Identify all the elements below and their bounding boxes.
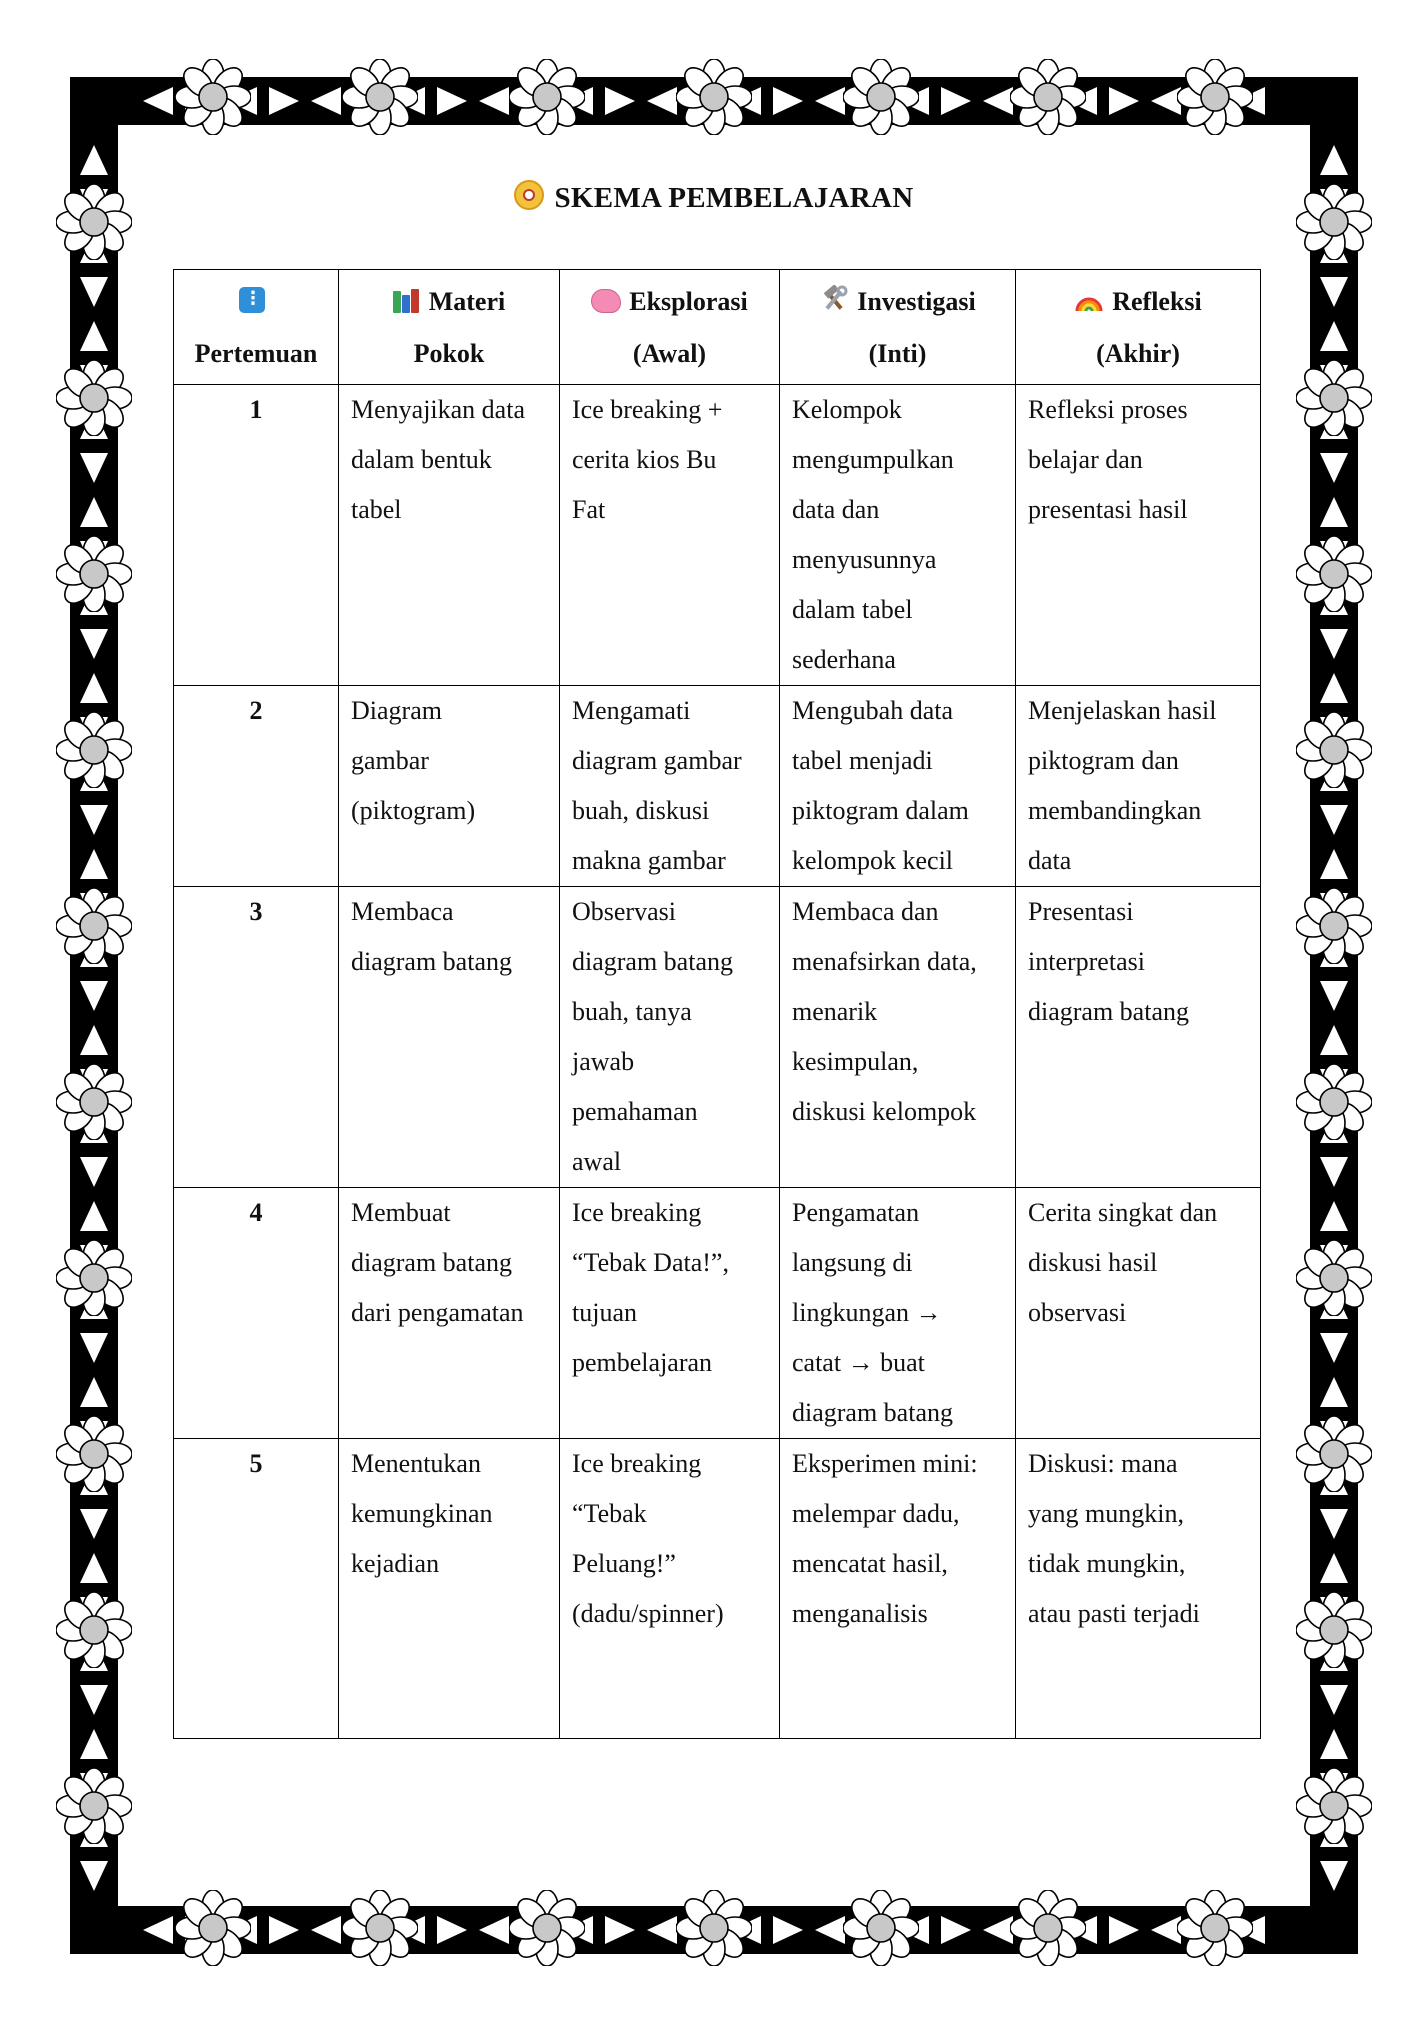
cell-text-line: Ice breaking [572, 1449, 702, 1478]
cell-text-line: presentasi hasil [1028, 495, 1188, 524]
cell-text-line: diagram batang [1028, 997, 1189, 1026]
border-band [70, 77, 118, 1954]
triangle-ornament [479, 1916, 509, 1944]
cell-investigasi [780, 1439, 1016, 1739]
header-investigasi [780, 270, 1016, 385]
triangle-ornament [1320, 849, 1348, 879]
header-eksplorasi [560, 270, 780, 385]
triangle-ornament [815, 1916, 845, 1944]
border-band [1310, 77, 1358, 1954]
triangle-ornament [80, 1553, 108, 1583]
flower-ornament [1296, 1592, 1372, 1668]
cell-text-line: diagram batang [351, 947, 512, 976]
flower-ornament [843, 1890, 919, 1966]
flower-ornament [1296, 1240, 1372, 1316]
flower-ornament [509, 1890, 585, 1966]
cell-text-line: catat → buat [792, 1348, 925, 1377]
flower-ornament [175, 1890, 251, 1966]
triangle-ornament [80, 673, 108, 703]
cell-eksplorasi [560, 1439, 780, 1739]
cell-text-line: kelompok kecil [792, 846, 954, 875]
triangle-ornament [80, 1861, 108, 1891]
cell-text-line: Kelompok [792, 395, 902, 424]
cell-text-line: “Tebak Data!”, [572, 1248, 729, 1277]
triangle-ornament [1320, 1729, 1348, 1759]
triangle-ornament [1320, 1157, 1348, 1187]
cell-text-line: melempar dadu, [792, 1499, 960, 1528]
flower-ornament [1296, 536, 1372, 612]
cell-pertemuan: 2 [174, 686, 339, 887]
page-title-text: SKEMA PEMBELAJARAN [554, 182, 914, 214]
numbers-keypad-icon [239, 287, 265, 313]
cell-eksplorasi [560, 686, 780, 887]
flower-ornament [509, 59, 585, 135]
header-materi [339, 270, 560, 385]
cell-text-line: Membaca [351, 897, 454, 926]
flower-ornament [1296, 888, 1372, 964]
triangle-ornament [1320, 1025, 1348, 1055]
cell-text-line: tujuan [572, 1298, 637, 1327]
triangle-ornament [1320, 277, 1348, 307]
table-body [174, 385, 1261, 1739]
cell-investigasi [780, 385, 1016, 686]
flower-ornament [56, 1240, 132, 1316]
cell-text-line: “Tebak [572, 1499, 647, 1528]
cell-text-line: pemahaman [572, 1097, 698, 1126]
flower-ornament [1296, 1416, 1372, 1492]
triangle-ornament [80, 145, 108, 175]
cell-text-line: lingkungan → [792, 1298, 942, 1327]
triangle-ornament [437, 1916, 467, 1944]
books-icon [393, 289, 421, 313]
cell-text-line: makna gambar [572, 846, 726, 875]
triangle-ornament [479, 87, 509, 115]
cell-text-line: jawab [572, 1047, 635, 1076]
triangle-ornament [437, 87, 467, 115]
triangle-ornament [1320, 1509, 1348, 1539]
cell-text-line: menarik [792, 997, 878, 1026]
header-label: (Inti) [868, 339, 927, 368]
cell-refleksi [1016, 1188, 1261, 1439]
cell-text-line: data [1028, 846, 1072, 875]
triangle-ornament [80, 629, 108, 659]
table-row [174, 887, 1261, 1188]
brain-icon [591, 289, 621, 313]
cell-text-line: kejadian [351, 1549, 440, 1578]
cell-pertemuan: 3 [174, 887, 339, 1188]
triangle-ornament [80, 321, 108, 351]
header-label: (Akhir) [1096, 339, 1180, 368]
cell-text-line: Ice breaking + [572, 395, 723, 424]
cell-text-line: atau pasti terjadi [1028, 1599, 1200, 1628]
cell-text-line: diagram batang [792, 1398, 953, 1427]
triangle-ornament [1109, 87, 1139, 115]
cell-pertemuan: 5 [174, 1439, 339, 1739]
triangle-ornament [80, 1201, 108, 1231]
flower-ornament [56, 360, 132, 436]
triangle-ornament [80, 1685, 108, 1715]
cell-text-line: Presentasi [1028, 897, 1134, 926]
triangle-ornament [80, 453, 108, 483]
flower-ornament [1296, 1768, 1372, 1844]
flower-ornament [676, 1890, 752, 1966]
flower-ornament [56, 1592, 132, 1668]
cell-text-line: Menyajikan data [351, 395, 525, 424]
triangle-ornament [941, 1916, 971, 1944]
cell-text-line: mengumpulkan [792, 445, 954, 474]
cell-investigasi [780, 887, 1016, 1188]
triangle-ornament [1320, 145, 1348, 175]
triangle-ornament [773, 87, 803, 115]
flower-ornament [56, 712, 132, 788]
flower-ornament [1296, 1064, 1372, 1140]
table-row [174, 686, 1261, 887]
triangle-ornament [983, 87, 1013, 115]
triangle-ornament [80, 805, 108, 835]
triangle-ornament [80, 497, 108, 527]
triangle-ornament [80, 1157, 108, 1187]
triangle-ornament [80, 1509, 108, 1539]
cell-text-line: dalam bentuk [351, 445, 492, 474]
cell-text-line: observasi [1028, 1298, 1127, 1327]
cell-text-line: dalam tabel [792, 595, 913, 624]
cell-text-line: pembelajaran [572, 1348, 713, 1377]
flower-ornament [175, 59, 251, 135]
triangle-ornament [1320, 1553, 1348, 1583]
triangle-ornament [1320, 1201, 1348, 1231]
cell-text-line: Membuat [351, 1198, 451, 1227]
cell-refleksi [1016, 686, 1261, 887]
triangle-ornament [1109, 1916, 1139, 1944]
cell-refleksi [1016, 385, 1261, 686]
cell-text-line: Membaca dan [792, 897, 939, 926]
triangle-ornament [1320, 453, 1348, 483]
flower-ornament [1010, 1890, 1086, 1966]
flower-ornament [56, 1768, 132, 1844]
cell-text-line: langsung di [792, 1248, 913, 1277]
triangle-ornament [605, 87, 635, 115]
cell-text-line: Mengubah data [792, 696, 954, 725]
cell-text-line: Peluang!” [572, 1549, 676, 1578]
cell-pertemuan: 4 [174, 1188, 339, 1439]
triangle-ornament [80, 1377, 108, 1407]
flower-ornament [676, 59, 752, 135]
cell-text-line: Pengamatan [792, 1198, 920, 1227]
triangle-ornament [311, 1916, 341, 1944]
cell-text-line: (piktogram) [351, 796, 476, 825]
cell-text-line: tabel menjadi [792, 746, 933, 775]
cell-text-line: Mengamati [572, 696, 691, 725]
table-row [174, 1188, 1261, 1439]
cell-text-line: diagram gambar [572, 746, 742, 775]
flower-ornament [342, 59, 418, 135]
triangle-ornament [1320, 805, 1348, 835]
triangle-ornament [815, 87, 845, 115]
cell-text-line: mencatat hasil, [792, 1549, 948, 1578]
page-title [0, 180, 1428, 215]
flower-ornament [1296, 360, 1372, 436]
triangle-ornament [80, 1333, 108, 1363]
cell-text-line: (dadu/spinner) [572, 1599, 724, 1628]
header-label: Pertemuan [194, 339, 318, 368]
triangle-ornament [1320, 1685, 1348, 1715]
triangle-ornament [311, 87, 341, 115]
header-refleksi [1016, 270, 1261, 385]
header-label: Materi [428, 287, 506, 316]
flower-ornament [56, 1064, 132, 1140]
cell-text-line: interpretasi [1028, 947, 1145, 976]
cell-refleksi [1016, 887, 1261, 1188]
compass-icon [514, 180, 544, 210]
cell-materi [339, 1188, 560, 1439]
flower-ornament [56, 888, 132, 964]
cell-materi [339, 887, 560, 1188]
cell-text-line: Observasi [572, 897, 676, 926]
triangle-ornament [80, 1025, 108, 1055]
table-row [174, 385, 1261, 686]
cell-eksplorasi [560, 1188, 780, 1439]
rainbow-icon [1074, 289, 1104, 313]
triangle-ornament [269, 87, 299, 115]
cell-text-line: tabel [351, 495, 402, 524]
cell-text-line: membandingkan [1028, 796, 1202, 825]
triangle-ornament [1320, 981, 1348, 1011]
cell-text-line: Ice breaking [572, 1198, 702, 1227]
triangle-ornament [143, 1916, 173, 1944]
header-label: Investigasi [857, 287, 976, 316]
cell-text-line: diskusi kelompok [792, 1097, 977, 1126]
cell-text-line: dari pengamatan [351, 1298, 524, 1327]
cell-investigasi [780, 1188, 1016, 1439]
flower-ornament [56, 1416, 132, 1492]
triangle-ornament [269, 1916, 299, 1944]
cell-text-line: menyusunnya [792, 545, 937, 574]
triangle-ornament [80, 981, 108, 1011]
triangle-ornament [773, 1916, 803, 1944]
flower-ornament [1177, 1890, 1253, 1966]
triangle-ornament [80, 277, 108, 307]
cell-text-line: Refleksi proses [1028, 395, 1188, 424]
cell-text-line: data dan [792, 495, 880, 524]
cell-text-line: awal [572, 1147, 622, 1176]
cell-pertemuan: 1 [174, 385, 339, 686]
cell-text-line: buah, diskusi [572, 796, 710, 825]
cell-text-line: tidak mungkin, [1028, 1549, 1186, 1578]
triangle-ornament [80, 1729, 108, 1759]
cell-text-line: diagram batang [351, 1248, 512, 1277]
triangle-ornament [1320, 321, 1348, 351]
triangle-ornament [1320, 1861, 1348, 1891]
cell-investigasi [780, 686, 1016, 887]
triangle-ornament [941, 87, 971, 115]
learning-scheme-table [173, 269, 1261, 1739]
cell-materi [339, 686, 560, 887]
cell-text-line: gambar [351, 746, 429, 775]
flower-ornament [843, 59, 919, 135]
triangle-ornament [80, 849, 108, 879]
cell-refleksi [1016, 1439, 1261, 1739]
cell-text-line: kemungkinan [351, 1499, 493, 1528]
triangle-ornament [1320, 673, 1348, 703]
triangle-ornament [1320, 1377, 1348, 1407]
header-label: Refleksi [1112, 287, 1202, 316]
cell-eksplorasi [560, 887, 780, 1188]
cell-text-line: Diagram [351, 696, 442, 725]
cell-text-line: piktogram dalam [792, 796, 969, 825]
flower-ornament [1177, 59, 1253, 135]
cell-text-line: piktogram dan [1028, 746, 1179, 775]
triangle-ornament [983, 1916, 1013, 1944]
header-label: Eksplorasi [629, 287, 748, 316]
cell-text-line: Cerita singkat dan [1028, 1198, 1218, 1227]
triangle-ornament [143, 87, 173, 115]
cell-text-line: Menentukan [351, 1449, 481, 1478]
hammer-wrench-icon [819, 285, 849, 313]
header-pertemuan [174, 270, 339, 385]
cell-text-line: menganalisis [792, 1599, 928, 1628]
triangle-ornament [1320, 629, 1348, 659]
cell-text-line: cerita kios Bu [572, 445, 717, 474]
cell-text-line: Eksperimen mini: [792, 1449, 978, 1478]
cell-text-line: belajar dan [1028, 445, 1143, 474]
table-row [174, 1439, 1261, 1739]
cell-eksplorasi [560, 385, 780, 686]
triangle-ornament [647, 1916, 677, 1944]
triangle-ornament [605, 1916, 635, 1944]
flower-ornament [56, 536, 132, 612]
cell-text-line: diskusi hasil [1028, 1248, 1158, 1277]
cell-text-line: kesimpulan, [792, 1047, 919, 1076]
table-header-row [174, 270, 1261, 385]
cell-text-line: menafsirkan data, [792, 947, 977, 976]
cell-materi [339, 1439, 560, 1739]
cell-text-line: Diskusi: mana [1028, 1449, 1178, 1478]
cell-text-line: diagram batang [572, 947, 733, 976]
header-label: (Awal) [632, 339, 707, 368]
triangle-ornament [1320, 1333, 1348, 1363]
cell-text-line: Fat [572, 495, 606, 524]
cell-text-line: buah, tanya [572, 997, 692, 1026]
triangle-ornament [647, 87, 677, 115]
header-label: Pokok [413, 339, 485, 368]
flower-ornament [1010, 59, 1086, 135]
flower-ornament [342, 1890, 418, 1966]
cell-text-line: Menjelaskan hasil [1028, 696, 1217, 725]
cell-materi [339, 385, 560, 686]
cell-text-line: sederhana [792, 645, 896, 674]
triangle-ornament [1320, 497, 1348, 527]
flower-ornament [1296, 712, 1372, 788]
cell-text-line: yang mungkin, [1028, 1499, 1184, 1528]
